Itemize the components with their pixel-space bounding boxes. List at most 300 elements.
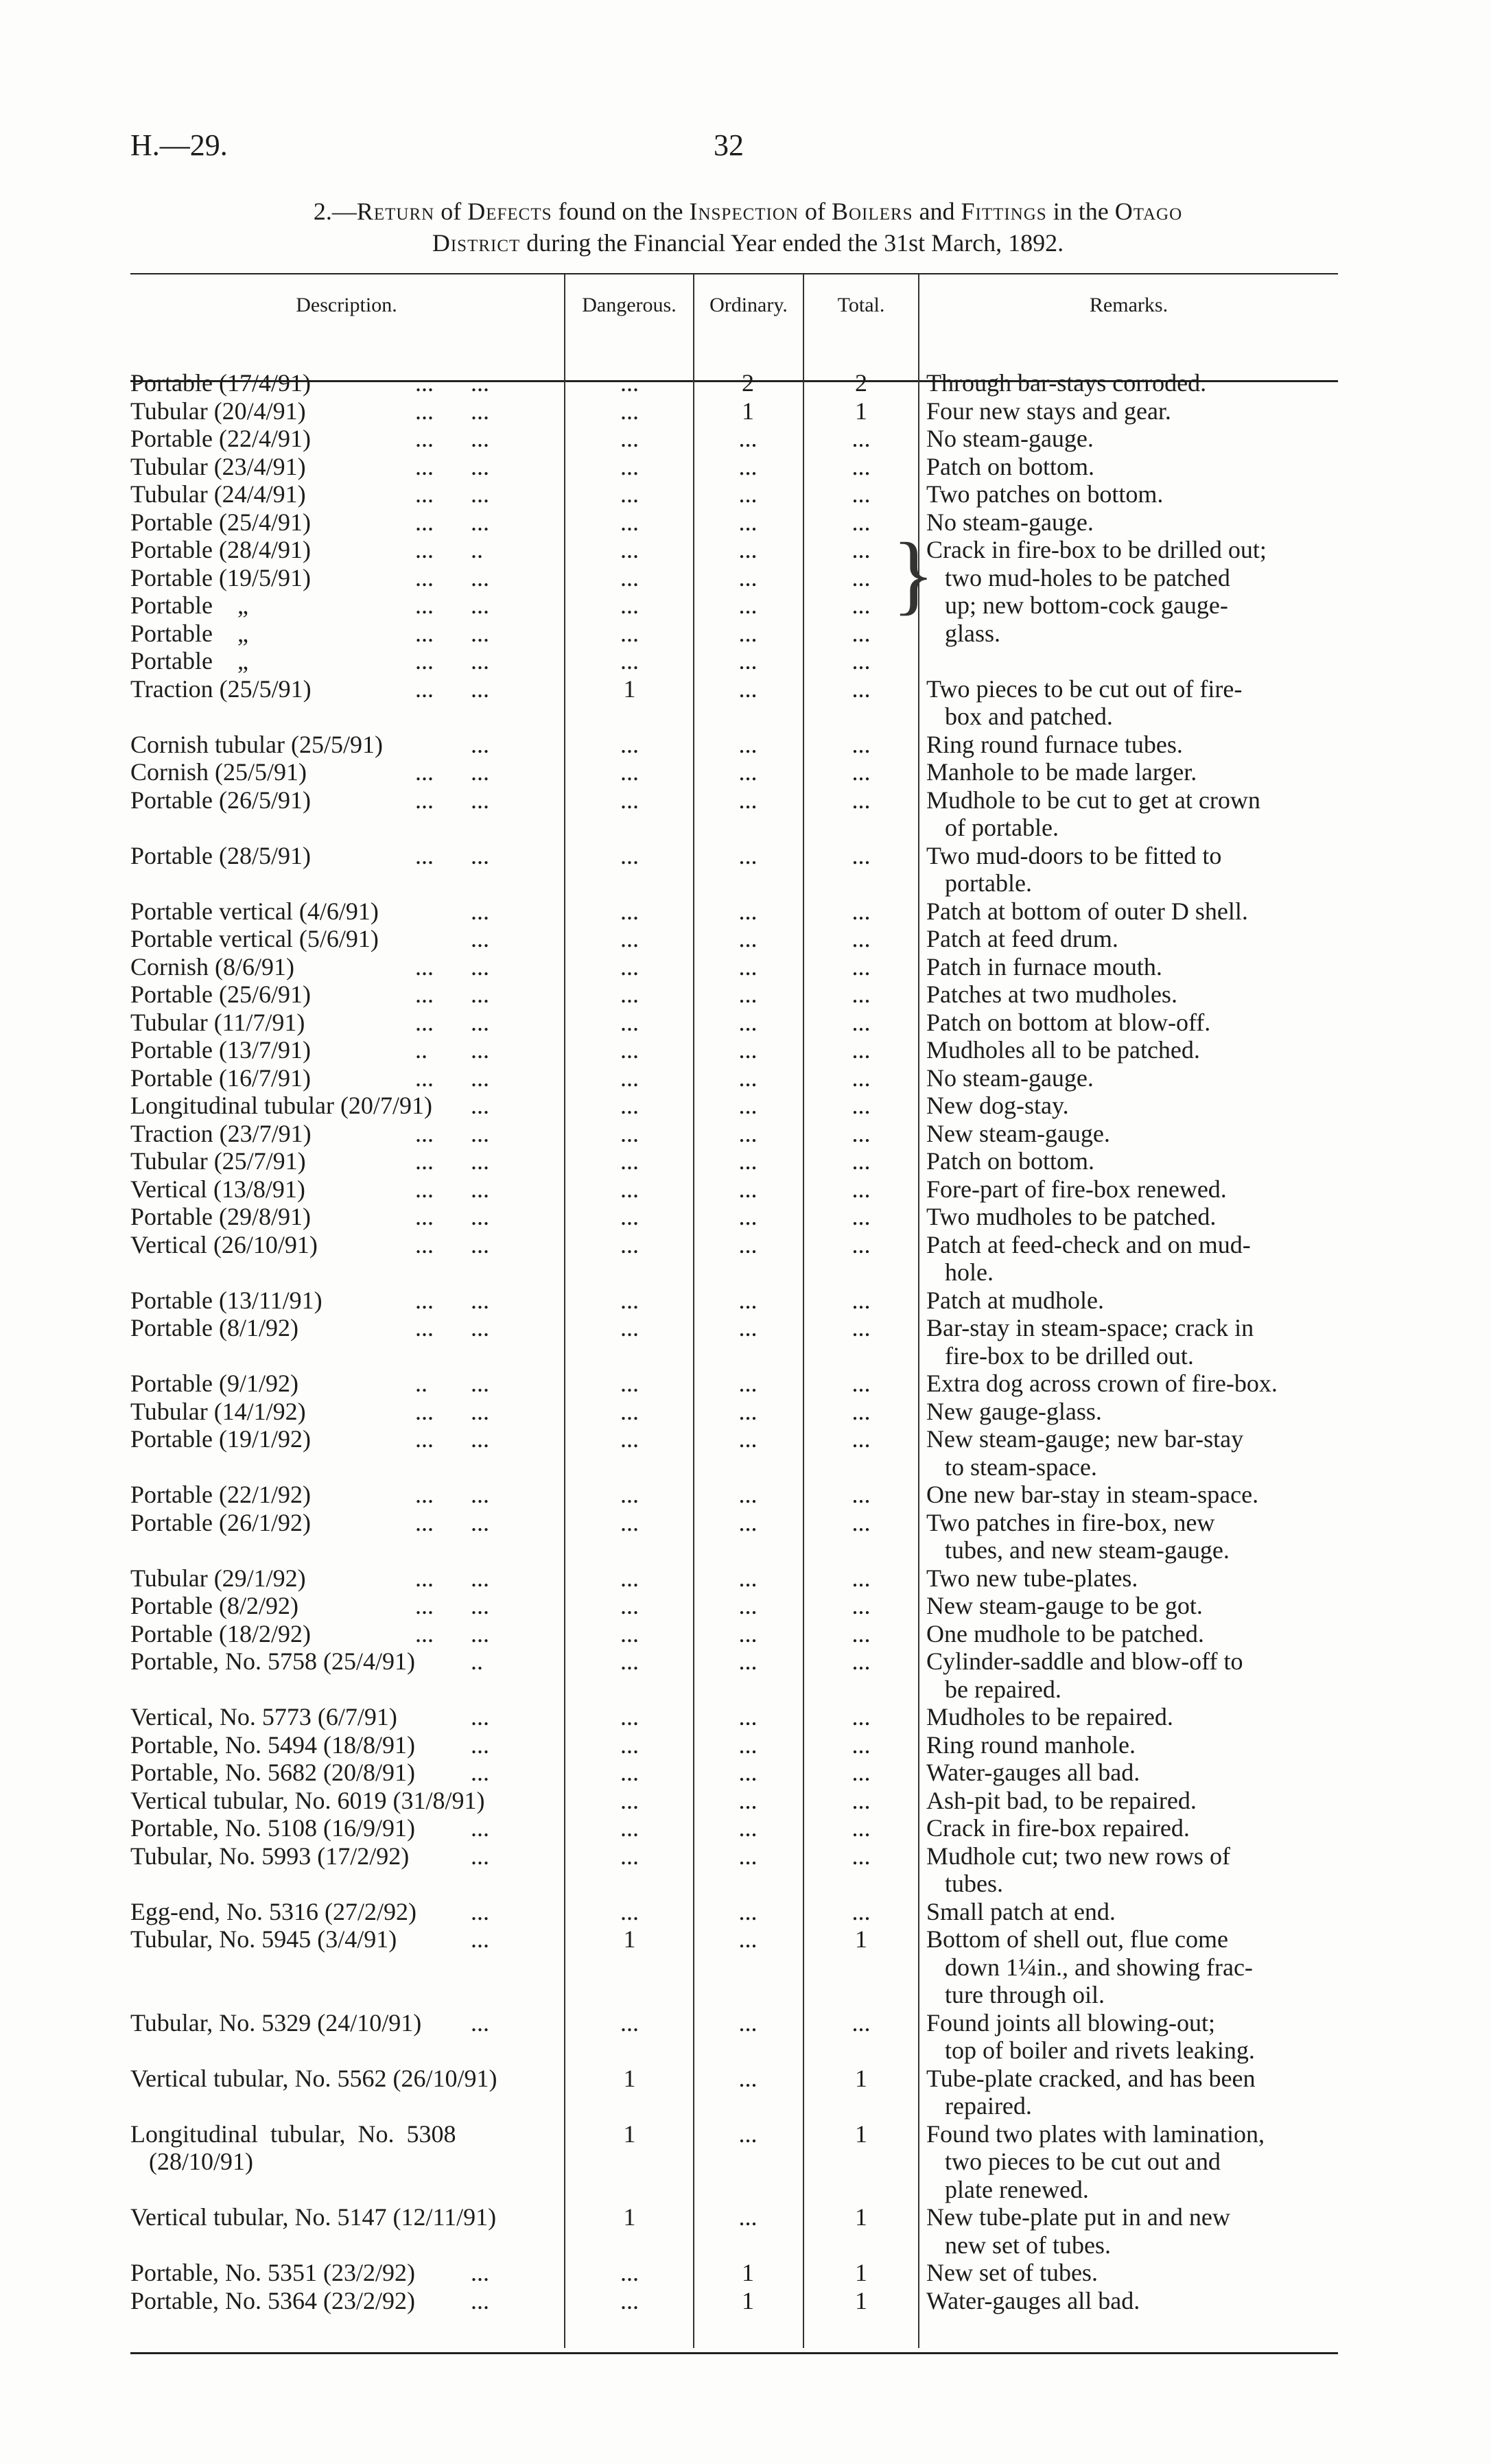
- total-count: ...: [852, 1147, 871, 1175]
- ordinary-count: ...: [738, 619, 758, 647]
- ordinary-count: 1: [742, 2259, 754, 2286]
- leader-dots: ... ...: [415, 674, 489, 703]
- row-description: Tubular (25/7/91): [130, 1147, 306, 1175]
- dangerous-count: ...: [620, 369, 639, 397]
- leader-dots: ...: [415, 2259, 489, 2286]
- ordinary-count: ...: [738, 508, 758, 536]
- ordinary-count: ...: [738, 1647, 758, 1675]
- ordinary-count: ...: [738, 1064, 758, 1092]
- dangerous-count: ...: [620, 730, 639, 758]
- total-count: ...: [852, 1508, 871, 1536]
- total-count: ...: [852, 925, 871, 952]
- row-remarks: Water-gauges all bad.: [926, 2286, 1140, 2314]
- row-remarks: Through bar-stays corroded.: [926, 369, 1207, 397]
- row-description: Portable (18/2/92): [130, 1619, 311, 1647]
- leader-dots: ... ...: [415, 425, 489, 452]
- row-remarks: Tube-plate cracked, and has been repaired.: [926, 2064, 1256, 2120]
- dangerous-count: ...: [620, 1147, 639, 1175]
- total-count: ...: [852, 647, 871, 674]
- row-description: Tubular, No. 5329 (24/10/91): [130, 2008, 422, 2037]
- row-description: Tubular (14/1/92): [130, 1397, 306, 1425]
- dangerous-count: ...: [620, 1481, 639, 1508]
- total-count: ...: [852, 1703, 871, 1730]
- ordinary-count: ...: [738, 1925, 758, 1953]
- total-count: ...: [852, 1425, 871, 1453]
- row-description: Tubular (24/4/91): [130, 480, 306, 508]
- title-line-2: District during the Financial Year ended the 31st March, 1892.: [432, 229, 1064, 257]
- leader-dots: ... ...: [415, 1230, 489, 1258]
- ordinary-count: ...: [738, 1730, 758, 1759]
- row-remarks: Ring round furnace tubes.: [926, 730, 1183, 758]
- total-count: ...: [852, 952, 871, 981]
- dangerous-count: ...: [620, 1425, 639, 1453]
- leader-dots: ...: [415, 1703, 489, 1730]
- row-remarks: Water-gauges all bad.: [926, 1759, 1140, 1786]
- leader-dots: ... ...: [415, 841, 489, 869]
- total-count: ...: [852, 1119, 871, 1147]
- column-header-ordinary: Ordinary.: [709, 294, 788, 316]
- ordinary-count: ...: [738, 1481, 758, 1508]
- total-count: ...: [852, 452, 871, 480]
- dangerous-count: ...: [620, 1564, 639, 1592]
- total-count: ...: [852, 897, 871, 925]
- leader-dots: ...: [415, 897, 489, 925]
- leader-dots: ...: [415, 1759, 489, 1786]
- total-count: 1: [855, 2120, 867, 2148]
- leader-dots: ... ..: [415, 536, 483, 563]
- ordinary-count: ...: [738, 952, 758, 981]
- row-remarks: Two pieces to be cut out of fire- box and patched.: [926, 674, 1243, 730]
- leader-dots: ... ...: [415, 1064, 489, 1092]
- dangerous-count: ...: [620, 2259, 639, 2286]
- dangerous-count: ...: [620, 1592, 639, 1619]
- row-description: Portable, No. 5682 (20/8/91): [130, 1759, 415, 1786]
- ordinary-count: ...: [738, 1786, 758, 1814]
- ordinary-count: 1: [742, 2286, 754, 2314]
- leader-dots: ... ...: [415, 1397, 489, 1425]
- leader-dots: ...: [415, 925, 489, 952]
- ordinary-count: ...: [738, 786, 758, 814]
- row-description: Portable vertical (4/6/91): [130, 897, 379, 925]
- dangerous-count: ...: [620, 536, 639, 563]
- dangerous-count: ...: [620, 563, 639, 591]
- row-description: Vertical tubular, No. 6019 (31/8/91): [130, 1786, 485, 1814]
- dangerous-count: ...: [620, 1759, 639, 1786]
- ordinary-count: ...: [738, 1425, 758, 1453]
- row-remarks: Four new stays and gear.: [926, 397, 1171, 425]
- row-remarks: New tube-plate put in and new new set of tubes.: [926, 2203, 1230, 2259]
- total-count: ...: [852, 1619, 871, 1647]
- total-count: ...: [852, 591, 871, 619]
- row-description: Portable „: [130, 591, 248, 619]
- ordinary-count: ...: [738, 2064, 758, 2092]
- total-count: ...: [852, 1592, 871, 1619]
- total-count: ...: [852, 1064, 871, 1092]
- row-description: Portable (8/2/92): [130, 1592, 298, 1619]
- total-count: ...: [852, 1314, 871, 1341]
- grouping-brace: }: [892, 525, 935, 624]
- table-bottom-rule: [130, 2352, 1338, 2354]
- total-count: 1: [855, 397, 867, 425]
- leader-dots: ... ...: [415, 981, 489, 1008]
- ordinary-count: ...: [738, 1147, 758, 1175]
- total-count: ...: [852, 1759, 871, 1786]
- dangerous-count: 1: [623, 2120, 636, 2148]
- page-number: 32: [714, 128, 744, 162]
- dangerous-count: ...: [620, 1036, 639, 1064]
- total-count: ...: [852, 786, 871, 814]
- total-count: ...: [852, 1008, 871, 1036]
- leader-dots: ... ...: [415, 1481, 489, 1508]
- dangerous-count: ...: [620, 591, 639, 619]
- row-description: Traction (23/7/91): [130, 1119, 312, 1147]
- total-count: ...: [852, 841, 871, 869]
- row-description: Portable, No. 5758 (25/4/91): [130, 1647, 415, 1675]
- dangerous-count: ...: [620, 397, 639, 425]
- leader-dots: ... ...: [415, 1564, 489, 1592]
- leader-dots: ...: [415, 1092, 489, 1119]
- total-count: ...: [852, 425, 871, 452]
- leader-dots: ... ...: [415, 1203, 489, 1230]
- dangerous-count: 1: [623, 2064, 636, 2092]
- row-remarks: Two patches on bottom.: [926, 480, 1164, 508]
- dangerous-count: ...: [620, 841, 639, 869]
- row-remarks: New steam-gauge; new bar-stay to steam-space.: [926, 1425, 1244, 1481]
- row-description: Portable, No. 5364 (23/2/92): [130, 2286, 415, 2314]
- row-description: Portable, No. 5351 (23/2/92): [130, 2259, 415, 2286]
- row-description: Portable (26/1/92): [130, 1508, 311, 1536]
- leader-dots: ... ...: [415, 1147, 489, 1175]
- ordinary-count: ...: [738, 1592, 758, 1619]
- dangerous-count: ...: [620, 1314, 639, 1341]
- row-remarks: New set of tubes.: [926, 2259, 1098, 2286]
- row-remarks: Patch on bottom.: [926, 452, 1094, 480]
- dangerous-count: ...: [620, 1092, 639, 1119]
- row-description: Portable (17/4/91): [130, 369, 311, 397]
- ordinary-count: ...: [738, 1175, 758, 1203]
- row-remarks: New dog-stay.: [926, 1092, 1069, 1119]
- dangerous-count: ...: [620, 480, 639, 508]
- leader-dots: ... ...: [415, 591, 489, 619]
- leader-dots: ...: [415, 1842, 489, 1870]
- ordinary-count: ...: [738, 1814, 758, 1842]
- ordinary-count: ...: [738, 1008, 758, 1036]
- total-count: ...: [852, 1814, 871, 1842]
- row-remarks: Two new tube-plates.: [926, 1564, 1138, 1592]
- total-count: 1: [855, 2259, 867, 2286]
- row-remarks: Patches at two mudholes.: [926, 981, 1177, 1008]
- ordinary-count: ...: [738, 841, 758, 869]
- dangerous-count: ...: [620, 1647, 639, 1675]
- dangerous-count: ...: [620, 425, 639, 452]
- ordinary-count: ...: [738, 480, 758, 508]
- ordinary-count: ...: [738, 591, 758, 619]
- row-remarks: Mudholes all to be patched.: [926, 1036, 1200, 1064]
- total-count: ...: [852, 1897, 871, 1925]
- dangerous-count: ...: [620, 1119, 639, 1147]
- leader-dots: .. ...: [415, 1036, 489, 1064]
- dangerous-count: ...: [620, 647, 639, 674]
- ordinary-count: ...: [738, 1564, 758, 1592]
- dangerous-count: ...: [620, 1286, 639, 1314]
- ordinary-count: ...: [738, 1203, 758, 1230]
- row-description: Cornish (25/5/91): [130, 758, 307, 786]
- dangerous-count: ...: [620, 786, 639, 814]
- column-divider: [803, 274, 804, 2348]
- row-remarks: Found two plates with lamination, two pieces to be cut out and plate renewed.: [926, 2120, 1265, 2203]
- row-remarks: No steam-gauge.: [926, 508, 1094, 536]
- row-remarks: Patch at feed-check and on mud- hole.: [926, 1230, 1251, 1286]
- row-description: Tubular, No. 5945 (3/4/91): [130, 1925, 397, 1953]
- dangerous-count: ...: [620, 1230, 639, 1258]
- row-remarks: Patch on bottom.: [926, 1147, 1094, 1175]
- row-remarks: Patch in furnace mouth.: [926, 952, 1162, 981]
- leader-dots: .. ...: [415, 1370, 489, 1397]
- row-remarks: New steam-gauge.: [926, 1119, 1110, 1147]
- row-remarks: Crack in fire-box repaired.: [926, 1814, 1190, 1842]
- column-header-description: Description.: [296, 294, 397, 316]
- ordinary-count: ...: [738, 674, 758, 703]
- row-description: Portable (25/6/91): [130, 981, 311, 1008]
- row-remarks: Patch at mudhole.: [926, 1286, 1104, 1314]
- total-count: ...: [852, 1230, 871, 1258]
- row-description: Portable (8/1/92): [130, 1314, 298, 1341]
- leader-dots: ...: [415, 1897, 489, 1925]
- dangerous-count: ...: [620, 1008, 639, 1036]
- dangerous-count: ...: [620, 1842, 639, 1870]
- ordinary-count: ...: [738, 536, 758, 563]
- dangerous-count: ...: [620, 1064, 639, 1092]
- total-count: 1: [855, 1925, 867, 1953]
- leader-dots: ...: [415, 730, 489, 758]
- document-code: H.—29.: [130, 128, 228, 162]
- ordinary-count: 2: [742, 369, 754, 397]
- dangerous-count: ...: [620, 619, 639, 647]
- row-remarks: One new bar-stay in steam-space.: [926, 1481, 1259, 1508]
- ordinary-count: ...: [738, 1314, 758, 1341]
- dangerous-count: 1: [623, 2203, 636, 2231]
- dangerous-count: ...: [620, 1397, 639, 1425]
- ordinary-count: ...: [738, 1842, 758, 1870]
- row-remarks: Small patch at end.: [926, 1897, 1116, 1925]
- row-description: Portable „: [130, 619, 248, 647]
- row-description: Tubular (23/4/91): [130, 452, 306, 480]
- ordinary-count: ...: [738, 1897, 758, 1925]
- leader-dots: ... ...: [415, 758, 489, 786]
- total-count: 1: [855, 2286, 867, 2314]
- row-description: Portable „: [130, 647, 248, 674]
- dangerous-count: ...: [620, 1703, 639, 1730]
- dangerous-count: ...: [620, 1814, 639, 1842]
- row-description: Traction (25/5/91): [130, 674, 312, 703]
- leader-dots: ... ...: [415, 1008, 489, 1036]
- row-description: Vertical (13/8/91): [130, 1175, 305, 1203]
- ordinary-count: ...: [738, 730, 758, 758]
- dangerous-count: ...: [620, 1786, 639, 1814]
- row-description: Portable (22/1/92): [130, 1481, 311, 1508]
- ordinary-count: ...: [738, 1397, 758, 1425]
- row-description: Tubular (20/4/91): [130, 397, 306, 425]
- column-header-total: Total.: [837, 294, 885, 316]
- total-count: ...: [852, 1564, 871, 1592]
- row-remarks: Mudholes to be repaired.: [926, 1703, 1173, 1730]
- total-count: ...: [852, 1397, 871, 1425]
- ordinary-count: ...: [738, 758, 758, 786]
- leader-dots: ... ...: [415, 952, 489, 981]
- row-remarks: Mudhole cut; two new rows of tubes.: [926, 1842, 1230, 1897]
- row-remarks: Bar-stay in steam-space; crack in fire-box to be drilled out.: [926, 1314, 1254, 1370]
- row-description: Portable (13/7/91): [130, 1036, 311, 1064]
- total-count: ...: [852, 758, 871, 786]
- leader-dots: ...: [415, 1730, 489, 1759]
- dangerous-count: ...: [620, 1730, 639, 1759]
- dangerous-count: 1: [623, 1925, 636, 1953]
- row-description: Cornish (8/6/91): [130, 952, 294, 981]
- ordinary-count: ...: [738, 1286, 758, 1314]
- total-count: 1: [855, 2064, 867, 2092]
- row-remarks: Manhole to be made larger.: [926, 758, 1197, 786]
- total-count: ...: [852, 2008, 871, 2037]
- ordinary-count: ...: [738, 1508, 758, 1536]
- leader-dots: ... ...: [415, 647, 489, 674]
- row-remarks: Patch on bottom at blow-off.: [926, 1008, 1211, 1036]
- total-count: ...: [852, 1203, 871, 1230]
- leader-dots: ... ...: [415, 369, 489, 397]
- ordinary-count: ...: [738, 925, 758, 952]
- dangerous-count: ...: [620, 897, 639, 925]
- total-count: ...: [852, 730, 871, 758]
- dangerous-count: ...: [620, 981, 639, 1008]
- page-header: [130, 128, 1365, 169]
- ordinary-count: ...: [738, 981, 758, 1008]
- leader-dots: ... ...: [415, 1286, 489, 1314]
- leader-dots: ..: [415, 1647, 483, 1675]
- row-remarks: Crack in fire-box to be drilled out;: [926, 536, 1267, 563]
- leader-dots: ...: [415, 2286, 489, 2314]
- total-count: ...: [852, 480, 871, 508]
- ordinary-count: ...: [738, 2203, 758, 2231]
- leader-dots: ... ...: [415, 619, 489, 647]
- ordinary-count: ...: [738, 647, 758, 674]
- leader-dots: ... ...: [415, 1508, 489, 1536]
- total-count: ...: [852, 536, 871, 563]
- row-remarks: One mudhole to be patched.: [926, 1619, 1204, 1647]
- total-count: ...: [852, 1092, 871, 1119]
- row-description: Cornish tubular (25/5/91): [130, 730, 383, 758]
- leader-dots: ... ...: [415, 1592, 489, 1619]
- row-description: Tubular (29/1/92): [130, 1564, 306, 1592]
- row-description: Portable (25/4/91): [130, 508, 311, 536]
- ordinary-count: ...: [738, 897, 758, 925]
- total-count: ...: [852, 1647, 871, 1675]
- row-description: Longitudinal tubular, No. 5308 (28/10/91): [130, 2120, 456, 2175]
- row-remarks: Two mudholes to be patched.: [926, 1203, 1217, 1230]
- row-description: Portable (26/5/91): [130, 786, 311, 814]
- leader-dots: ...: [415, 1925, 489, 1953]
- row-remarks: Extra dog across crown of fire-box.: [926, 1370, 1278, 1397]
- row-remarks: Ring round manhole.: [926, 1730, 1136, 1759]
- ordinary-count: ...: [738, 452, 758, 480]
- dangerous-count: 1: [623, 674, 636, 703]
- ordinary-count: ...: [738, 1119, 758, 1147]
- column-header-remarks: Remarks.: [1089, 294, 1169, 316]
- row-description: Tubular, No. 5993 (17/2/92): [130, 1842, 410, 1870]
- dangerous-count: ...: [620, 1897, 639, 1925]
- ordinary-count: ...: [738, 1036, 758, 1064]
- row-description: Portable, No. 5108 (16/9/91): [130, 1814, 415, 1842]
- row-description: Vertical tubular, No. 5147 (12/11/91): [130, 2203, 497, 2231]
- column-header-dangerous: Dangerous.: [582, 294, 677, 316]
- leader-dots: ... ...: [415, 1314, 489, 1341]
- leader-dots: ... ...: [415, 480, 489, 508]
- leader-dots: ... ...: [415, 452, 489, 480]
- total-count: ...: [852, 981, 871, 1008]
- row-remarks: Two patches in fire-box, new tubes, and new steam-gauge.: [926, 1508, 1230, 1564]
- total-count: ...: [852, 1036, 871, 1064]
- leader-dots: ... ...: [415, 1619, 489, 1647]
- row-description: Portable, No. 5494 (18/8/91): [130, 1730, 415, 1759]
- dangerous-count: ...: [620, 1175, 639, 1203]
- row-description: Portable (16/7/91): [130, 1064, 311, 1092]
- row-description: Vertical tubular, No. 5562 (26/10/91): [130, 2064, 497, 2092]
- dangerous-count: ...: [620, 508, 639, 536]
- row-remarks: No steam-gauge.: [926, 425, 1094, 452]
- dangerous-count: ...: [620, 925, 639, 952]
- ordinary-count: ...: [738, 563, 758, 591]
- ordinary-count: ...: [738, 1230, 758, 1258]
- row-remarks: two mud-holes to be patched: [926, 563, 1230, 591]
- leader-dots: ... ...: [415, 786, 489, 814]
- ordinary-count: ...: [738, 2120, 758, 2148]
- row-description: Portable (19/5/91): [130, 563, 311, 591]
- row-description: Portable (28/4/91): [130, 536, 311, 563]
- total-count: ...: [852, 1175, 871, 1203]
- total-count: 2: [855, 369, 867, 397]
- row-remarks: Patch at bottom of outer D shell.: [926, 897, 1248, 925]
- leader-dots: ... ...: [415, 397, 489, 425]
- total-count: ...: [852, 1481, 871, 1508]
- table-top-rule: [130, 273, 1338, 274]
- leader-dots: ... ...: [415, 1119, 489, 1147]
- row-remarks: Cylinder-saddle and blow-off to be repaired.: [926, 1647, 1243, 1703]
- dangerous-count: ...: [620, 758, 639, 786]
- row-remarks: Two mud-doors to be fitted to portable.: [926, 841, 1222, 897]
- ordinary-count: ...: [738, 1092, 758, 1119]
- title-line-1: 2.—Return of Defects found on the Inspection of Boilers and Fittings in the Otago: [313, 198, 1183, 225]
- row-description: Vertical, No. 5773 (6/7/91): [130, 1703, 397, 1730]
- row-remarks: No steam-gauge.: [926, 1064, 1094, 1092]
- row-description: Portable (28/5/91): [130, 841, 311, 869]
- leader-dots: ... ...: [415, 1425, 489, 1453]
- row-description: Vertical (26/10/91): [130, 1230, 318, 1258]
- ordinary-count: ...: [738, 2008, 758, 2037]
- dangerous-count: ...: [620, 1619, 639, 1647]
- total-count: ...: [852, 508, 871, 536]
- total-count: ...: [852, 1786, 871, 1814]
- row-description: Portable vertical (5/6/91): [130, 925, 379, 952]
- row-remarks: glass.: [926, 619, 1000, 647]
- dangerous-count: ...: [620, 1370, 639, 1397]
- total-count: ...: [852, 1370, 871, 1397]
- row-remarks: up; new bottom-cock gauge-: [926, 591, 1228, 619]
- dangerous-count: ...: [620, 952, 639, 981]
- row-remarks: Mudhole to be cut to get at crown of portable.: [926, 786, 1260, 841]
- dangerous-count: ...: [620, 1508, 639, 1536]
- row-description: Longitudinal tubular (20/7/91): [130, 1092, 432, 1119]
- leader-dots: ... ...: [415, 508, 489, 536]
- leader-dots: ... ...: [415, 1175, 489, 1203]
- total-count: ...: [852, 619, 871, 647]
